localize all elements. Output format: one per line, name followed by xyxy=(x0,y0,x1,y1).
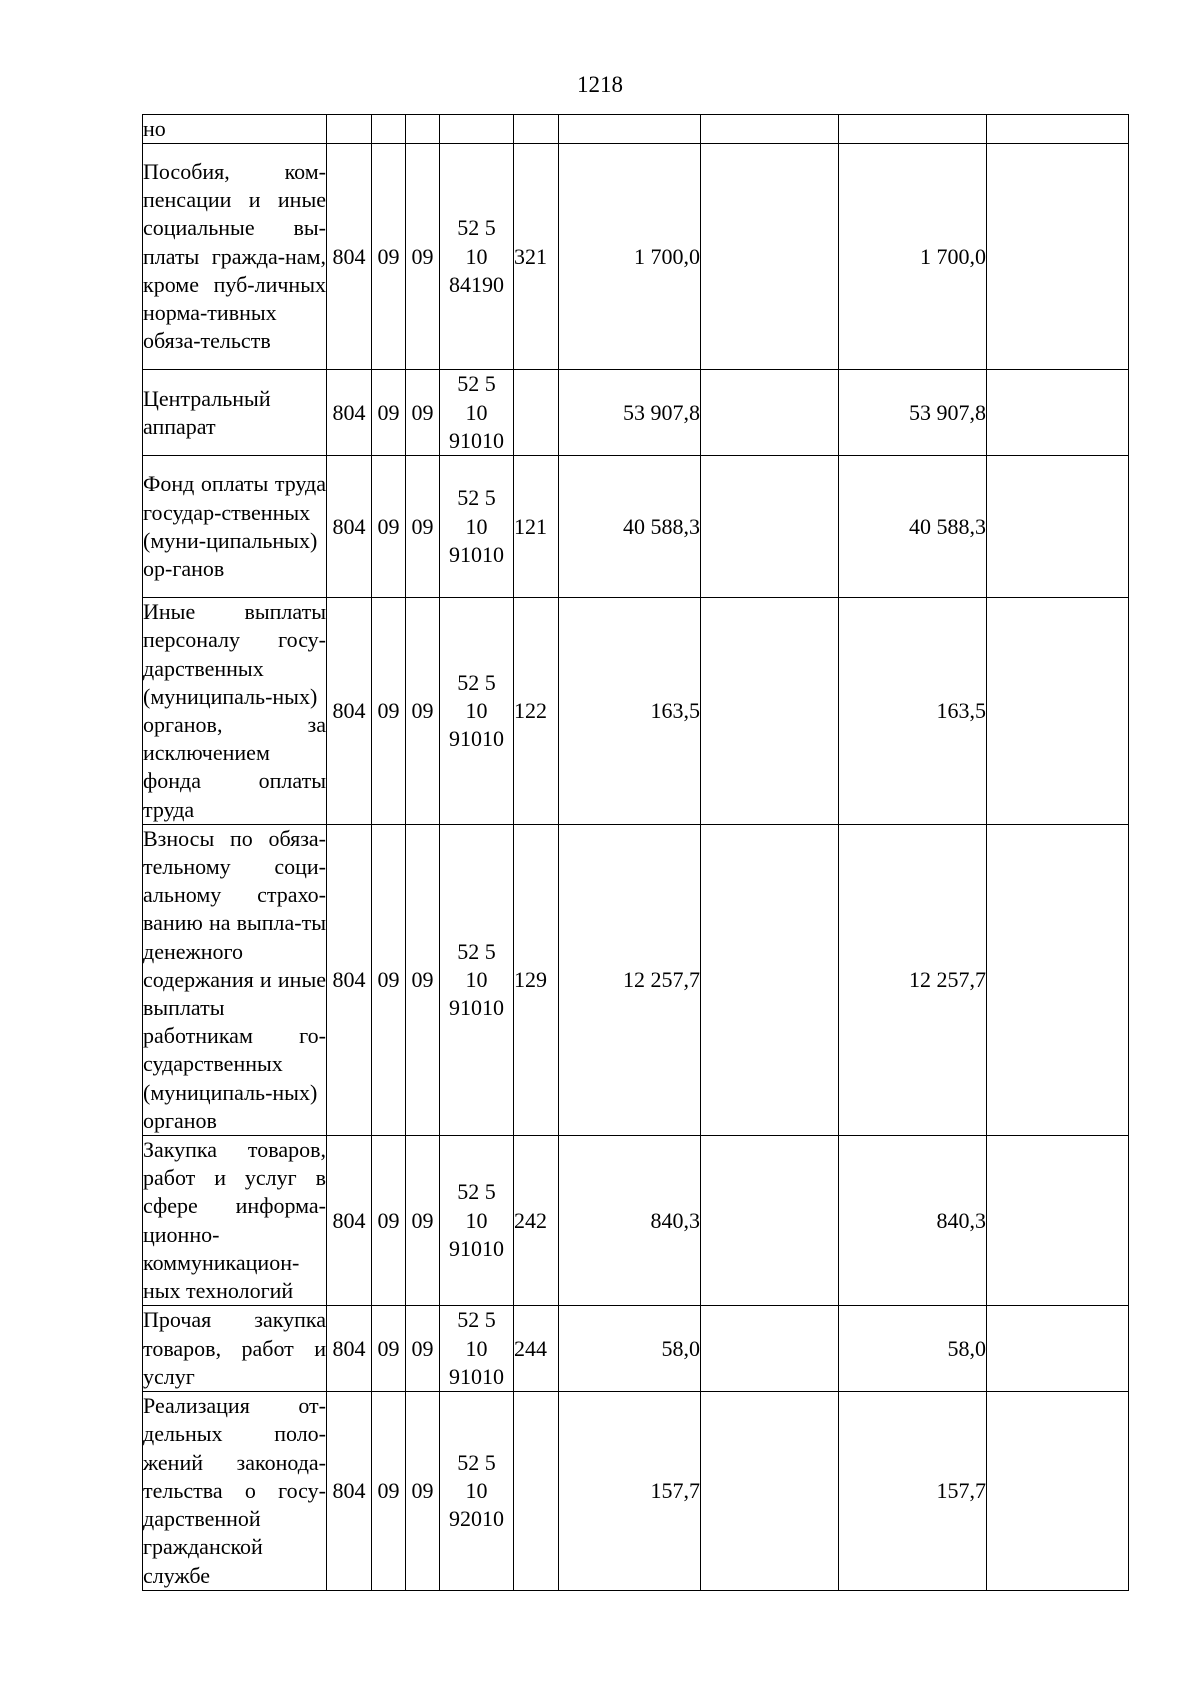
target-article-code-part: 91010 xyxy=(449,726,504,752)
amount-column-2 xyxy=(701,115,839,144)
row-name: Центральный аппарат xyxy=(143,370,327,456)
total-amount: 157,7 xyxy=(559,1392,701,1590)
expense-type-code: 122 xyxy=(514,598,559,825)
amount-column-2 xyxy=(701,370,839,456)
table-row xyxy=(143,824,1129,1135)
total-amount: 840,3 xyxy=(559,1136,701,1306)
amount-column-4 xyxy=(987,370,1129,456)
section-code xyxy=(372,115,406,144)
section-code: 09 xyxy=(372,456,406,598)
amount-column-2 xyxy=(701,1306,839,1392)
amount-column-2 xyxy=(701,144,839,370)
target-article-code-part: 52 5 xyxy=(457,1179,496,1205)
total-amount: 58,0 xyxy=(559,1306,701,1392)
expense-type-code: 129 xyxy=(514,824,559,1135)
section-code: 09 xyxy=(372,1136,406,1306)
section-code: 09 xyxy=(372,598,406,825)
amount-column-3: 157,7 xyxy=(839,1392,987,1590)
target-article-code-part: 91010 xyxy=(449,995,504,1021)
target-article-code-part: 91010 xyxy=(449,1363,504,1389)
subsection-code: 09 xyxy=(406,144,440,370)
table-row xyxy=(143,1392,1129,1590)
total-amount: 40 588,3 xyxy=(559,456,701,598)
subsection-code: 09 xyxy=(406,1392,440,1590)
table-row xyxy=(143,1136,1129,1306)
target-article-code-part: 52 5 xyxy=(457,1307,496,1333)
expense-type-code xyxy=(514,1392,559,1590)
amount-column-3: 1 700,0 xyxy=(839,144,987,370)
section-code: 09 xyxy=(372,144,406,370)
row-name: Реализация от-дельных поло-жений законода-тельства о госу-дарственной гражданской службе xyxy=(143,1392,327,1590)
table-row xyxy=(143,598,1129,825)
target-article-code-part: 10 xyxy=(465,697,488,723)
row-name: Закупка товаров, работ и услуг в сфере информа-ционно-коммуникацион-ных технологий xyxy=(143,1136,327,1306)
target-article-code xyxy=(440,115,514,144)
target-article-code-part: 10 xyxy=(465,513,488,539)
subsection-code: 09 xyxy=(406,1306,440,1392)
expense-type-code xyxy=(514,370,559,456)
amount-column-2 xyxy=(701,824,839,1135)
table-row xyxy=(143,1306,1129,1392)
target-article-code-part: 10 xyxy=(465,243,488,269)
subsection-code xyxy=(406,115,440,144)
target-article-code-part: 91010 xyxy=(449,427,504,453)
section-code: 09 xyxy=(372,824,406,1135)
expense-type-code: 242 xyxy=(514,1136,559,1306)
target-article-code-part: 91010 xyxy=(449,541,504,567)
section-code: 09 xyxy=(372,1392,406,1590)
department-code: 804 xyxy=(327,1306,372,1392)
target-article-code-part: 52 5 xyxy=(457,485,496,511)
page-number: 1218 xyxy=(577,72,623,97)
amount-column-3: 163,5 xyxy=(839,598,987,825)
amount-column-3 xyxy=(839,115,987,144)
target-article-code-part: 10 xyxy=(465,1207,488,1233)
target-article-code-part: 91010 xyxy=(449,1235,504,1261)
target-article-code-part: 52 5 xyxy=(457,669,496,695)
department-code: 804 xyxy=(327,598,372,825)
amount-column-4 xyxy=(987,1392,1129,1590)
subsection-code: 09 xyxy=(406,1136,440,1306)
table-row xyxy=(143,115,1129,144)
target-article-code xyxy=(440,1392,514,1590)
budget-table-body xyxy=(143,115,1129,1591)
row-name: Прочая закупка товаров, работ и услуг xyxy=(143,1306,327,1392)
department-code: 804 xyxy=(327,1136,372,1306)
budget-table xyxy=(142,114,1129,1591)
amount-column-4 xyxy=(987,115,1129,144)
department-code: 804 xyxy=(327,370,372,456)
target-article-code-part: 10 xyxy=(465,1477,488,1503)
table-row xyxy=(143,144,1129,370)
target-article-code-part: 52 5 xyxy=(457,371,496,397)
amount-column-4 xyxy=(987,144,1129,370)
row-name: Иные выплаты персоналу госу-дарственных (муниципаль-ных) органов, за исключением фонда оплаты труда xyxy=(143,598,327,825)
target-article-code xyxy=(440,824,514,1135)
row-name: Фонд оплаты труда государ-ственных (муни-ципальных) ор-ганов xyxy=(143,456,327,598)
total-amount: 12 257,7 xyxy=(559,824,701,1135)
amount-column-4 xyxy=(987,456,1129,598)
target-article-code-part: 10 xyxy=(465,399,488,425)
expense-type-code xyxy=(514,115,559,144)
total-amount: 53 907,8 xyxy=(559,370,701,456)
department-code: 804 xyxy=(327,144,372,370)
subsection-code: 09 xyxy=(406,598,440,825)
amount-column-2 xyxy=(701,1392,839,1590)
row-name: Пособия, ком-пенсации и иные социальные вы-платы гражда-нам, кроме пуб-личных норма-тивных обяза-тельств xyxy=(143,144,327,370)
target-article-code-part: 52 5 xyxy=(457,1449,496,1475)
total-amount: 163,5 xyxy=(559,598,701,825)
amount-column-4 xyxy=(987,1136,1129,1306)
amount-column-3: 40 588,3 xyxy=(839,456,987,598)
expense-type-code: 121 xyxy=(514,456,559,598)
amount-column-4 xyxy=(987,1306,1129,1392)
amount-column-3: 840,3 xyxy=(839,1136,987,1306)
amount-column-3: 58,0 xyxy=(839,1306,987,1392)
target-article-code-part: 10 xyxy=(465,966,488,992)
target-article-code xyxy=(440,1136,514,1306)
amount-column-2 xyxy=(701,1136,839,1306)
target-article-code-part: 92010 xyxy=(449,1506,504,1532)
total-amount: 1 700,0 xyxy=(559,144,701,370)
expense-type-code: 244 xyxy=(514,1306,559,1392)
department-code xyxy=(327,115,372,144)
expense-type-code: 321 xyxy=(514,144,559,370)
amount-column-3: 53 907,8 xyxy=(839,370,987,456)
subsection-code: 09 xyxy=(406,824,440,1135)
department-code: 804 xyxy=(327,1392,372,1590)
subsection-code: 09 xyxy=(406,456,440,598)
target-article-code-part: 52 5 xyxy=(457,938,496,964)
department-code: 804 xyxy=(327,456,372,598)
table-row xyxy=(143,456,1129,598)
section-code: 09 xyxy=(372,1306,406,1392)
target-article-code xyxy=(440,456,514,598)
amount-column-2 xyxy=(701,456,839,598)
target-article-code-part: 10 xyxy=(465,1335,488,1361)
target-article-code xyxy=(440,370,514,456)
target-article-code xyxy=(440,598,514,825)
row-name: но xyxy=(143,115,327,144)
row-name: Взносы по обяза-тельному соци-альному страхо-ванию на выпла-ты денежного содержания и иные выплаты работникам го-сударственных (муниципаль-ных) органов xyxy=(143,824,327,1135)
target-article-code xyxy=(440,1306,514,1392)
amount-column-4 xyxy=(987,824,1129,1135)
amount-column-2 xyxy=(701,598,839,825)
table-row xyxy=(143,370,1129,456)
target-article-code-part: 84190 xyxy=(449,271,504,297)
subsection-code: 09 xyxy=(406,370,440,456)
section-code: 09 xyxy=(372,370,406,456)
target-article-code-part: 52 5 xyxy=(457,215,496,241)
total-amount xyxy=(559,115,701,144)
amount-column-3: 12 257,7 xyxy=(839,824,987,1135)
department-code: 804 xyxy=(327,824,372,1135)
target-article-code xyxy=(440,144,514,370)
amount-column-4 xyxy=(987,598,1129,825)
